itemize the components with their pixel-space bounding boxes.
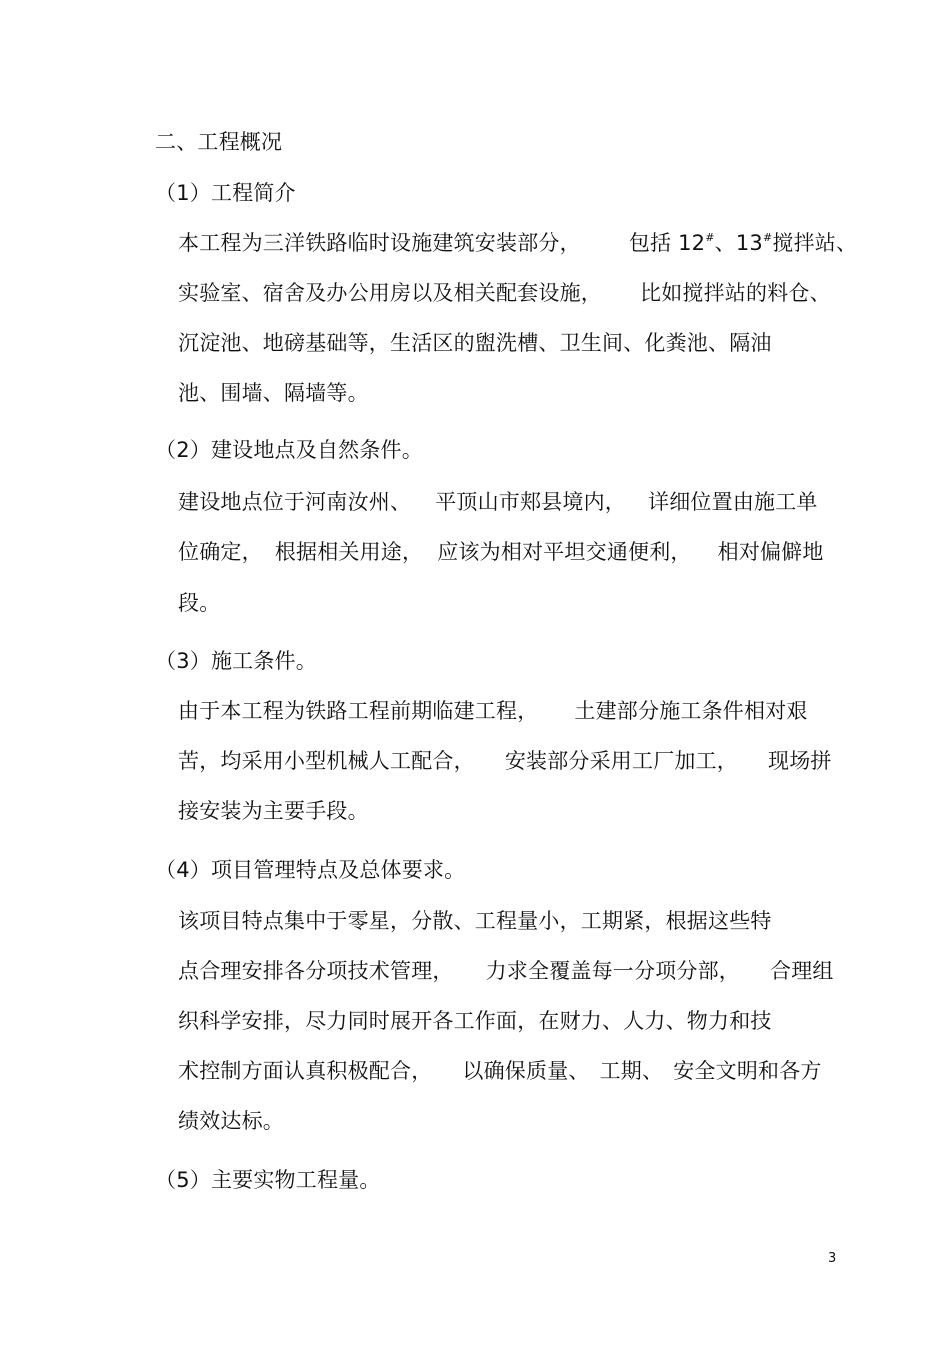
section4-line2 — [178, 958, 834, 984]
text-segment: 工期、 — [599, 1059, 664, 1083]
superscript: # — [762, 231, 773, 244]
section1-line3: 沉淀池、地磅基础等，生活区的盥洗槽、卫生间、化粪池、隔油 — [178, 331, 772, 355]
text-segment: 搅拌站、 — [772, 231, 858, 255]
text-segment: 实验室、宿舍及办公用房以及相关配套设施， — [178, 281, 602, 305]
text-segment: 详细位置由施工单 — [648, 490, 818, 514]
text-segment: 术控制方面认真积极配合， — [178, 1059, 433, 1083]
text-segment: 建设地点位于河南汝州、 — [178, 490, 412, 514]
text-segment: 安全文明和各方 — [673, 1059, 822, 1083]
text-segment: 比如搅拌站的料仓、 — [640, 281, 831, 305]
text-segment: 以确保质量、 — [462, 1059, 590, 1083]
text-segment: 苦，均采用小型机械人工配合， — [178, 749, 475, 773]
section-heading: 二、工程概况 — [155, 130, 283, 154]
section3-line2 — [178, 748, 832, 774]
section2-line3: 段。 — [178, 591, 221, 615]
section4-title: （4）项目管理特点及总体要求。 — [155, 858, 466, 882]
section1-line2 — [178, 280, 831, 306]
section2-line1 — [178, 489, 818, 515]
section1-title: （1）工程简介 — [155, 181, 296, 205]
text-segment: 相对偏僻地 — [717, 540, 824, 564]
section4-line1: 该项目特点集中于零星，分散、工程量小，工期紧，根据这些特 — [178, 909, 772, 933]
text-segment: 土建部分施工条件相对艰 — [574, 699, 808, 723]
section5-title: （5）主要实物工程量。 — [155, 1168, 381, 1192]
text-segment: 位确定， — [178, 540, 263, 564]
superscript: # — [705, 231, 715, 244]
text-segment: 、13 — [714, 231, 763, 255]
section4-line3: 织科学安排，尽力同时展开各工作面，在财力、人力、物力和技 — [178, 1009, 772, 1033]
text-segment: 力求全覆盖每一分项分部， — [485, 959, 741, 983]
section3-line3: 接安装为主要手段。 — [178, 799, 369, 823]
text-segment: 应该为相对平坦交通便利， — [437, 540, 692, 564]
section1-line1 — [178, 230, 857, 256]
text-segment: 本工程为三洋铁路临时设施建筑安装部分， — [178, 231, 581, 255]
section4-line4 — [178, 1058, 822, 1084]
text-segment: 根据相关用途， — [274, 540, 424, 564]
text-segment: 包括 12 — [628, 231, 706, 255]
text-segment: 点合理安排各分项技术管理， — [178, 959, 454, 983]
section3-title: （3）施工条件。 — [155, 649, 317, 673]
text-segment: 安装部分采用工厂加工， — [504, 749, 739, 773]
text-segment: 现场拼 — [768, 749, 832, 773]
section2-title: （2）建设地点及自然条件。 — [155, 438, 423, 462]
section4-line5: 绩效达标。 — [178, 1109, 284, 1133]
text-segment: 由于本工程为铁路工程前期临建工程， — [178, 699, 539, 723]
text-segment: 合理组 — [770, 959, 834, 983]
page-number: 3 — [828, 1251, 837, 1266]
section1-line4: 池、围墙、隔墙等。 — [178, 381, 369, 405]
text-segment: 平顶山市郏县境内， — [435, 490, 627, 514]
section2-line2 — [178, 539, 824, 565]
section3-line1 — [178, 698, 808, 724]
